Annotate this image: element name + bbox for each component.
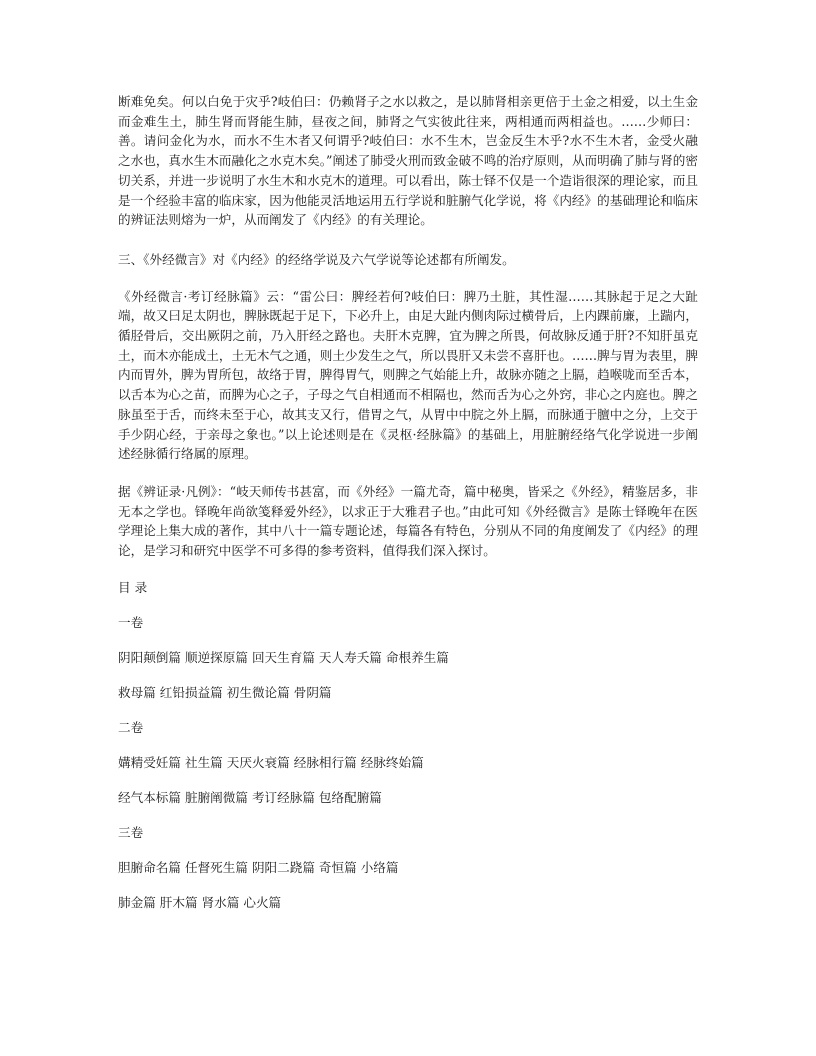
paragraph-bianzheng-lu: 据《辨证录·凡例》：“岐天师传书甚富，而《外经》一篇尤奇，篇中秘奥，皆采之《外经》，精鉴居多，非无本之学也。铎晚年尚欲笺释爱外经》，以求正于大雅君子也。”由此可知《外经微言》是陈士铎晚年在医学理论上集大成的著作，其中八十一篇专题论述，每篇各有特色，分别从不同的角度阐发了《内经》的理论，是学习和研究中医学不可多得的参考资料，值得我们深入探讨。 <box>118 483 698 559</box>
toc-entry: 救母篇 红铅损益篇 初生微论篇 骨阴篇 <box>118 684 332 700</box>
document-page <box>118 92 698 928</box>
paragraph-spleen-meridian: 《外经微言·考订经脉篇》云：“雷公曰：脾经若何?岐伯曰：脾乃土脏，其性湿……其脉起于足之大趾端，故又曰足太阴也，脾脉既起于足下，下必升上，由足大趾内侧肉际过横骨后，上内踝前廉，上踹内，循胫骨后，交出厥阴之前，乃入肝经之路也。夫肝木克脾，宜为脾之所畏，何故脉反通于肝?不知肝虽克土，而木亦能成土，土无木气之通，则土少发生之气，所以畏肝又未尝不喜肝也。……脾与胃为表里，脾内而胃外，脾为胃所包，故络于胃，脾得胃气，则脾之气始能上升，故脉亦随之上膈，趋喉咙而至舌本，以舌本为心之苗，而脾为心之子，子母之气自相通而不相隔也，然而舌为心之外窍，非心之内庭也。脾之脉虽至于舌，而终未至于心，故其支又行，借胃之气，从胃中中脘之外上膈，而脉通于膻中之分，上交于手少阴心经，于亲母之象也。”以上论述则是在《灵枢·经脉篇》的基础上，用脏腑经络气化学说进一步阐述经脉循行络属的原理。 <box>118 288 698 462</box>
toc-entry: 肺金篇 肝木篇 肾水篇 心火篇 <box>118 894 282 910</box>
paragraph-section-three: 三、《外经微言》对《内经》的经络学说及六气学说等论述都有所阐发。 <box>118 251 515 267</box>
table-of-contents <box>118 578 698 913</box>
toc-entry: 媾精受妊篇 社生篇 天厌火衰篇 经脉相行篇 经脉终始篇 <box>118 754 424 770</box>
toc-entry: 经气本标篇 脏腑阐微篇 考订经脉篇 包络配腑篇 <box>118 789 382 805</box>
paragraph-lung-kidney: 断难免矣。何以白免于灾乎?岐伯曰：仍赖肾子之水以救之，是以肺肾相亲更倍于土金之相爱，以土生金而金难生土，肺生肾而肾能生肺，昼夜之间，肺肾之气实彼此往来，两相通而两相益也。……少师曰：善。请问金化为水，而水不生木者又何谓乎?岐伯曰：水不生木，岂金反生木乎?水不生木者，金受火融之水也，真水生木而融化之水克木矣。”阐述了肺受火刑而致金破不鸣的治疗原则，从而明确了肺与肾的密切关系，并进一步说明了水生木和水克木的道理。可以看出，陈士铎不仅是一个造诣很深的理论家，而且是一个经验丰富的临床家，因为他能灵活地运用五行学说和脏腑气化学说，将《内经》的基础理论和临床的辨证法则熔为一炉，从而阐发了《内经》的有关理论。 <box>118 94 698 228</box>
toc-volume-1: 一卷 <box>118 614 144 630</box>
toc-entry: 胆腑命名篇 任督死生篇 阴阳二跷篇 奇恒篇 小络篇 <box>118 859 399 875</box>
toc-entry: 阴阳颠倒篇 顺逆探原篇 回天生育篇 天人寿夭篇 命根养生篇 <box>118 649 449 665</box>
toc-volume-2: 二卷 <box>118 719 144 735</box>
toc-volume-3: 三卷 <box>118 824 144 840</box>
toc-heading: 目 录 <box>118 579 148 595</box>
